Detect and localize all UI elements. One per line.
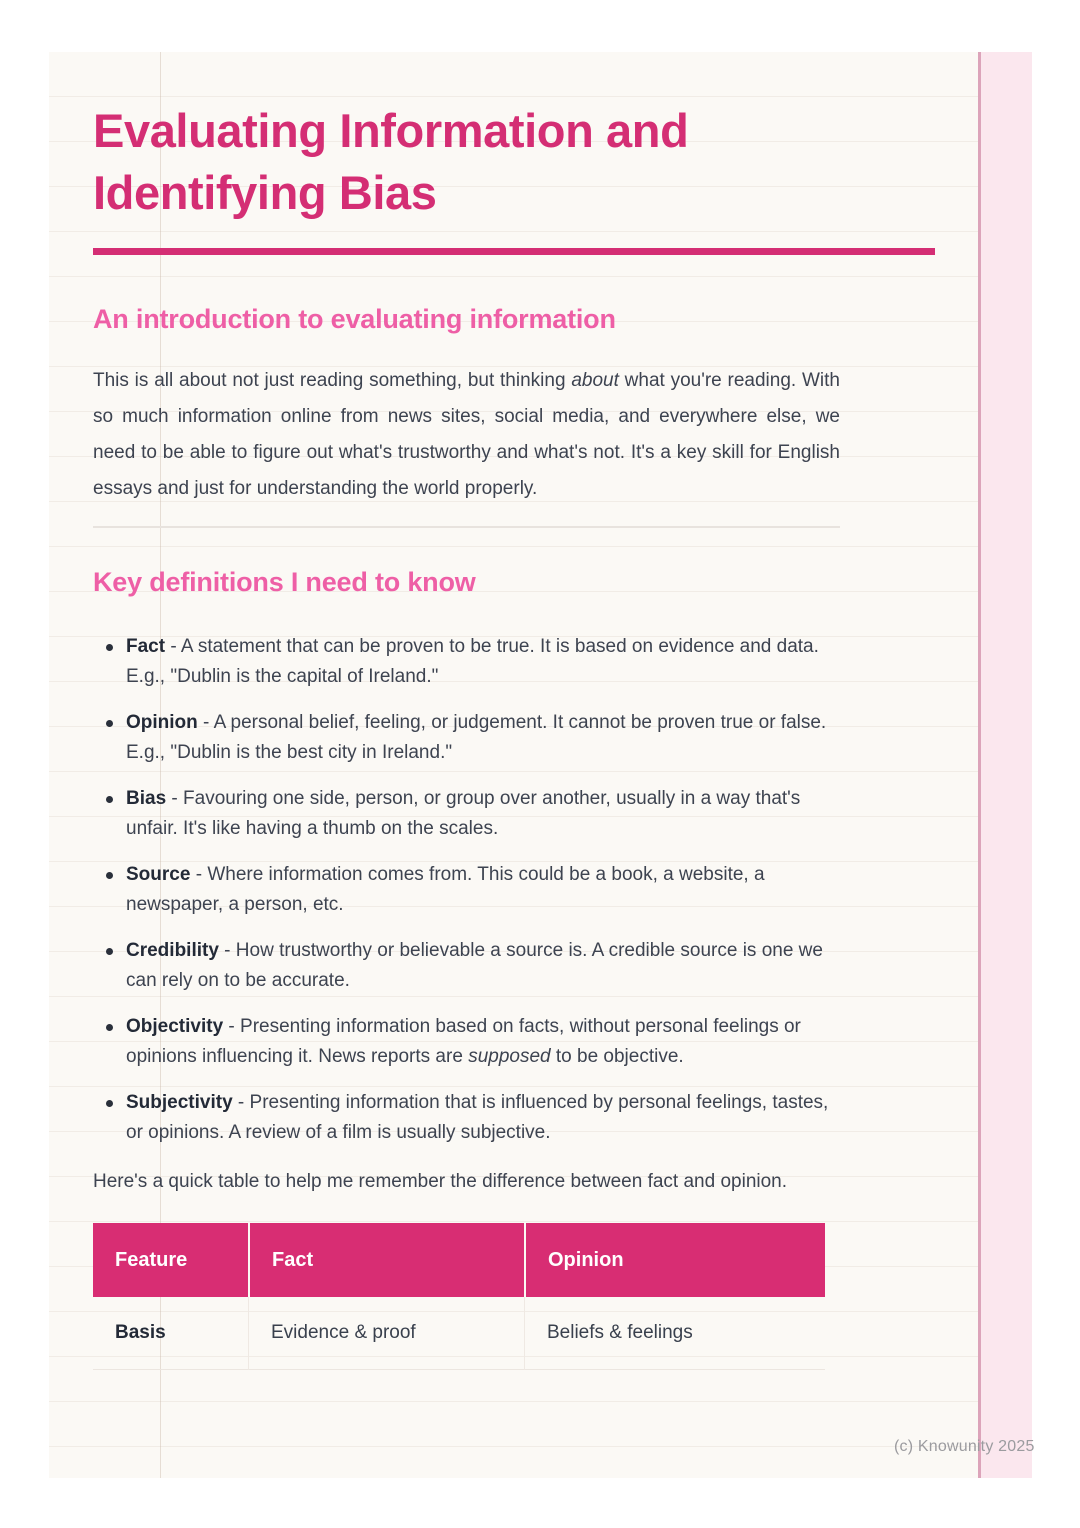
- text-segment: Favouring one side, person, or group over another, usually in a way that's unfair. It's like having a thumb on the scales.: [126, 788, 801, 839]
- notes-page-card: [49, 52, 1032, 1478]
- text-segment: Where information comes from. This could be a book, a website, a newspaper, a person, etc.: [126, 864, 765, 915]
- definitions-list: [93, 632, 840, 1148]
- definition-term: Source: [126, 864, 191, 885]
- text-segment: A personal belief, feeling, or judgement. It cannot be proven true or false. E.g., "Dublin is the best city in Ireland.": [126, 712, 827, 763]
- definition-term: Opinion: [126, 712, 198, 733]
- table-body: [93, 1297, 825, 1370]
- definition-item: [93, 1088, 840, 1148]
- table-cell: Beliefs & feelings: [524, 1297, 825, 1370]
- definition-item: [93, 1012, 840, 1072]
- text-segment: Presenting information that is influenced by personal feelings, tastes, or opinions. A review of a film is usually subjective.: [126, 1092, 829, 1143]
- section-heading-definitions: Key definitions I need to know: [93, 567, 476, 597]
- table-header-cell: Opinion: [524, 1223, 825, 1297]
- text-segment: How trustworthy or believable a source is. A credible source is one we can rely on to be accurate.: [126, 940, 823, 991]
- table-header-cell: Feature: [93, 1223, 248, 1297]
- definition-term: Bias: [126, 788, 167, 809]
- italic-text: supposed: [468, 1046, 551, 1067]
- section-divider: [93, 526, 840, 528]
- definition-separator: -: [165, 636, 181, 657]
- definition-term: Credibility: [126, 940, 219, 961]
- text-segment: A statement that can be proven to be true. It is based on evidence and data. E.g., "Dublin is the capital of Ireland.": [126, 636, 819, 687]
- definition-item: [93, 860, 840, 920]
- fact-opinion-table: [93, 1223, 825, 1370]
- definition-separator: -: [190, 864, 208, 885]
- text-segment: to be objective.: [550, 1046, 684, 1067]
- definition-separator: -: [218, 940, 236, 961]
- definition-item: [93, 936, 840, 996]
- definition-item: [93, 708, 840, 768]
- table-cell: Evidence & proof: [248, 1297, 524, 1370]
- italic-text: about: [571, 370, 619, 391]
- watermark: (c) Knowunity 2025: [894, 1438, 1035, 1455]
- definition-separator: -: [197, 712, 214, 733]
- table-row-header-cell: Basis: [93, 1297, 248, 1370]
- table-intro-paragraph: Here's a quick table to help me remember the difference between fact and opinion.: [93, 1171, 788, 1192]
- page-title: Evaluating Information and Identifying Bias: [93, 104, 689, 219]
- definition-separator: -: [223, 1016, 241, 1037]
- definition-separator: -: [166, 788, 184, 809]
- table-row: [93, 1297, 825, 1370]
- intro-paragraph: [93, 363, 840, 507]
- page-content: [93, 100, 840, 1370]
- definition-item: [93, 632, 840, 692]
- page-margin-strip: [978, 52, 1032, 1478]
- title-underline-rule: [93, 248, 935, 255]
- definition-separator: -: [232, 1092, 250, 1113]
- definition-term: Subjectivity: [126, 1092, 233, 1113]
- definition-term: Objectivity: [126, 1016, 224, 1037]
- section-heading-intro: An introduction to evaluating information: [93, 304, 616, 334]
- definition-term: Fact: [126, 636, 166, 657]
- text-segment: This is all about not just reading something, but thinking: [93, 370, 572, 391]
- text-segment: what you're reading. With so much information online from news sites, social media, and everywhere else, we need to be able to figure out what's trustworthy and what's not. It's a key skill for English essays and just for understanding the world properly.: [93, 370, 840, 499]
- definition-item: [93, 784, 840, 844]
- table-header: [93, 1223, 825, 1297]
- text-segment: Presenting information based on facts, without personal feelings or opinions influencing it. News reports are: [126, 1016, 801, 1067]
- table-header-cell: Fact: [248, 1223, 524, 1297]
